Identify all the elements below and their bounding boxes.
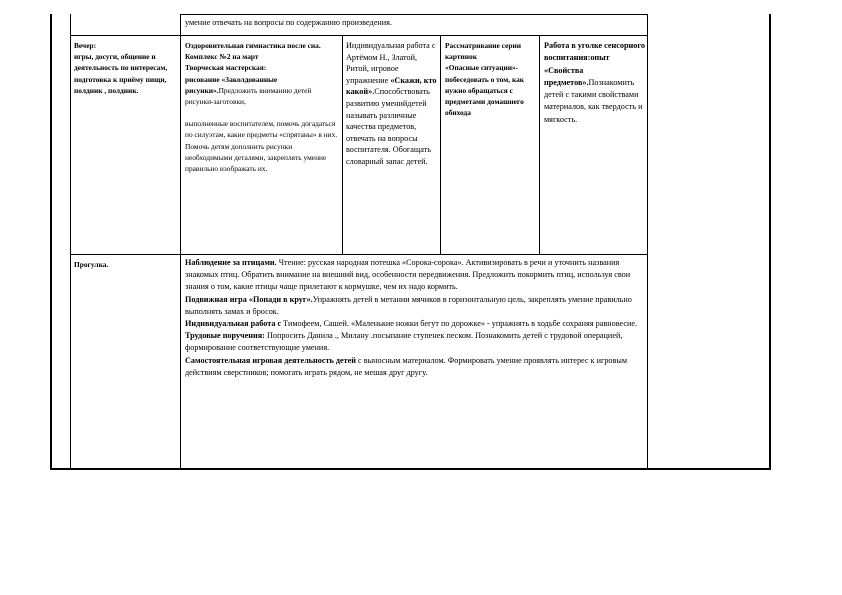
walk-individual <box>185 318 643 330</box>
hline-top <box>180 14 648 15</box>
vline-outer-left <box>50 14 52 470</box>
labor-label: Трудовые поручения: <box>185 331 265 341</box>
labor-text: Попросить Данила ., Милану .посыпание ступенек песком. Познакомить детей с трудовой операцией, формирование соответствующие умения. <box>185 331 623 353</box>
evening-heading: Вечер: <box>74 41 97 50</box>
pictures-title: Рассматривание серии картинок <box>445 41 521 62</box>
walk-game <box>185 294 643 318</box>
individual-cell <box>346 40 438 168</box>
vline-col4 <box>440 35 441 254</box>
workshop-bold: рисование «Заколдованные рисунки». <box>185 74 278 95</box>
individual-text1: Индивидуальная работа с Артёмом Н., Златой, Ритой, игровое упражнение <box>346 41 436 85</box>
sensory-text: Познакомить детей с такими свойствами материалов, как твердость и мягкость. <box>544 77 643 124</box>
hline-1 <box>70 35 648 36</box>
vline-col6 <box>647 14 648 470</box>
walk-heading-cell <box>74 259 178 270</box>
walk-self-play <box>185 355 643 379</box>
hline-2 <box>70 254 648 255</box>
pictures-bold2: «Опасные ситуации»- <box>445 63 519 73</box>
gymnastics-title: Оздоровительная гимнастика после сна. <box>185 41 321 50</box>
pictures-cell <box>445 40 537 118</box>
gymnastics-cell <box>185 40 339 174</box>
hline-bottom <box>50 468 770 470</box>
game-text: Упражнять детей в метании мячиков в горизонтальную цель, закреплять умение правильно выполнять замах и бросок. <box>185 294 632 316</box>
walk-observation <box>185 257 643 294</box>
self-play-label: Самостоятельная игровая деятельность детей <box>185 355 356 365</box>
workshop-text: Предложить вниманию детей рисунки-заготовки, <box>185 85 312 107</box>
walk-content-cell <box>185 257 643 379</box>
sensory-cell <box>544 40 646 126</box>
workshop-text2: выполненные воспитателем, помочь догадаться по силуэтам, какие предметы «спрятаны» в них. Помочь детям дополнить рисунки необходимыми деталями, закреплять умение правильно изображать их. <box>185 119 338 174</box>
top-row-line: умение отвечать на вопросы по содержанию произведения. <box>185 18 392 27</box>
vline-outer-right <box>769 14 771 470</box>
observation-text: Чтение: русская народная потешка «Сорока-сорока». Активизировать в речи и уточнить названия знакомых птиц. Обратить внимание на внешний вид, особенности передвижения. Предложить покормить птиц, используя свои знания о том, какие птицы чаще прилетают к кормушке, чем их надо кормить. <box>185 258 631 292</box>
pictures-text: побеседовать о том, как нужно обращаться с предметами домашнего обихода <box>445 74 525 118</box>
individual-text2: Способствовать развитию уменийдетей называть различные качества предметов, отвечать на вопросы воспитателя. Обогащать словарный запас детей. <box>346 87 431 166</box>
vline-col5 <box>539 35 540 254</box>
vline-inner-left <box>70 14 71 470</box>
observation-label: Наблюдение за птицами. <box>185 258 277 267</box>
top-row-text <box>185 17 645 29</box>
evening-cell <box>74 40 179 96</box>
individual-bold: «Скажи, кто какой». <box>346 75 437 97</box>
walk-labor <box>185 330 643 354</box>
walk-heading: Прогулка. <box>74 260 109 269</box>
individual-work-text: Тимофеем, Сашей. «Маленькие ножки бегут по дорожке» - упражнять в ходьбе сохраняя равновесие. <box>281 319 638 329</box>
sensory-bold: Работа в уголке сенсорного воспитания:опыт «Свойства предметов». <box>544 41 645 87</box>
workshop-label: Творческая мастерская: <box>185 63 267 73</box>
evening-text: игры, досуги, общение и деятельность по интересам, подготовка к приёму пищи, полдник , полдник. <box>74 52 168 95</box>
game-label: Подвижная игра «Попади в круг». <box>185 294 313 304</box>
vline-col3 <box>342 35 343 254</box>
self-play-text: с выносным материалом. Формировать умение проявлять интерес к игровым действиям сверстников; помогать играть рядом, не мешая друг другу. <box>185 355 628 377</box>
vline-col2 <box>180 14 181 470</box>
gymnastics-complex: Комплекс №2 на март <box>185 52 259 62</box>
individual-work-label: Индивидуальная работа с <box>185 319 282 329</box>
